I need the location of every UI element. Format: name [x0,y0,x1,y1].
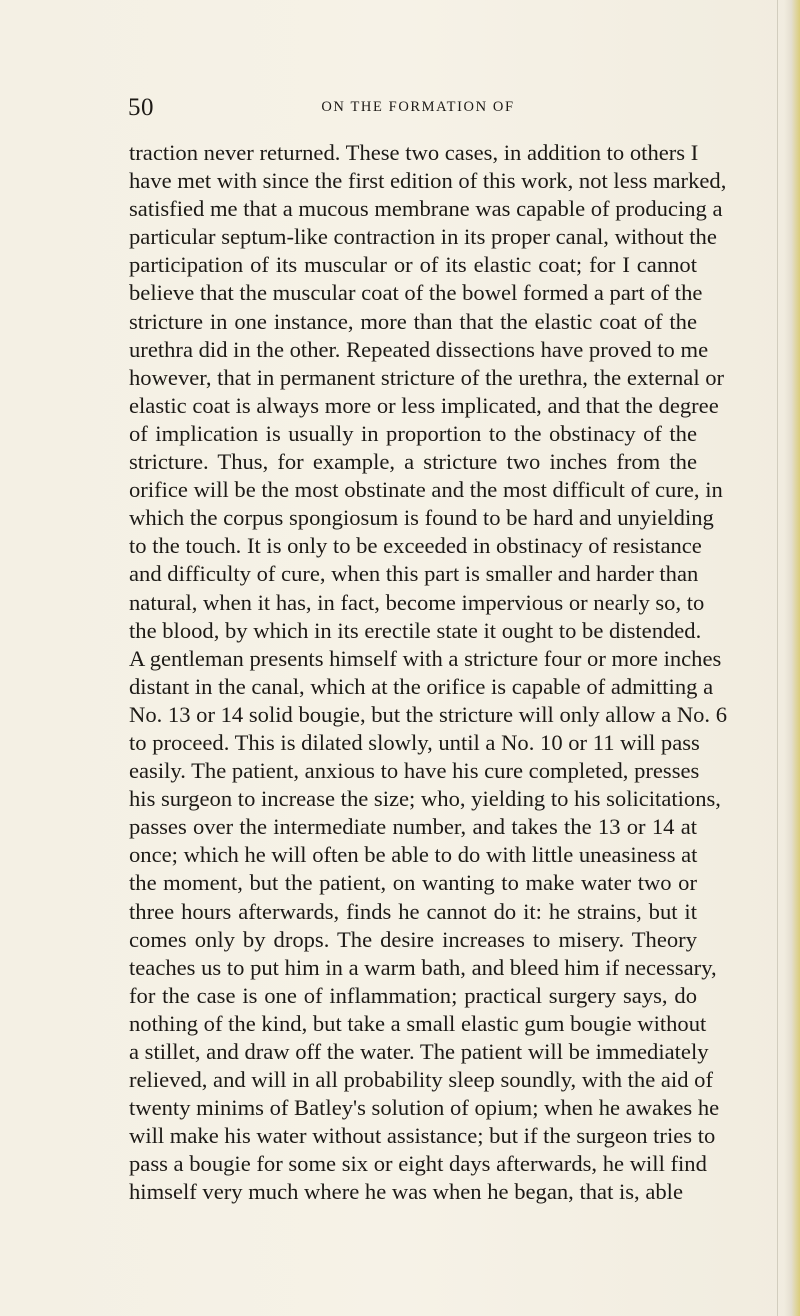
text-line: passes over the intermediate number, and takes the 13 or 14 at [129,814,697,840]
text-line: have met with since the first edition of this work, not less marked, [129,168,727,194]
text-line: for the case is one of inflammation; practical surgery says, do [129,982,697,1008]
text-line: which the corpus spongiosum is found to be hard and unyielding [129,505,714,531]
text-line: comes only by drops. The desire increases to misery. Theory [129,926,697,952]
text-line: to the touch. It is only to be exceeded in obstinacy of resistance [129,533,702,559]
text-line: however, that in permanent stricture of the urethra, the external or [129,364,725,390]
page-edge [784,0,800,1316]
text-line: stricture. Thus, for example, a stricture two inches from the [129,449,697,475]
page-fold-line [777,0,778,1316]
body-text [129,139,728,1207]
text-line: nothing of the kind, but take a small elastic gum bougie without [129,1010,707,1036]
text-line: relieved, and will in all probability sleep soundly, with the aid of [129,1067,713,1093]
text-line: to proceed. This is dilated slowly, until a No. 10 or 11 will pass [129,729,700,755]
text-line: elastic coat is always more or less implicated, and that the degree [129,392,719,418]
text-line: satisfied me that a mucous membrane was capable of producing a [129,196,723,222]
text-line: A gentleman presents himself with a stricture four or more inches [129,645,722,671]
text-line: teaches us to put him in a warm bath, and bleed him if necessary, [129,954,717,980]
text-line: his surgeon to increase the size; who, yielding to his solicitations, [129,786,721,812]
text-line: will make his water without assistance; but if the surgeon tries to [129,1123,716,1149]
text-line: natural, when it has, in fact, become impervious or nearly so, to [129,589,705,615]
running-head: ON THE FORMATION OF [321,99,515,115]
text-line: the moment, but the patient, on wanting to make water two or [129,870,697,896]
text-line: himself very much where he was when he began, that is, able [129,1179,683,1205]
text-line: No. 13 or 14 solid bougie, but the stricture will only allow a No. 6 [129,701,728,727]
text-line: distant in the canal, which at the orifice is capable of admitting a [129,673,714,699]
text-line: and difficulty of cure, when this part is smaller and harder than [129,561,699,587]
page-number: 50 [128,94,154,121]
text-line: stricture in one instance, more than that the elastic coat of the [129,308,697,334]
text-line: believe that the muscular coat of the bowel formed a part of the [129,280,703,306]
text-line: the blood, by which in its erectile state it ought to be distended. [129,617,702,643]
text-line: of implication is usually in proportion to the obstinacy of the [129,420,697,446]
text-line: pass a bougie for some six or eight days afterwards, he will find [129,1151,707,1177]
text-line: orifice will be the most obstinate and the most difficult of cure, in [129,477,723,503]
text-line: participation of its muscular or of its elastic coat; for I cannot [129,252,697,278]
text-line: a stillet, and draw off the water. The patient will be immediately [129,1039,709,1064]
text-line: twenty minims of Batley's solution of opium; when he awakes he [129,1095,720,1121]
text-line: easily. The patient, anxious to have his cure completed, presses [129,758,700,784]
text-line: once; which he will often be able to do with little uneasiness at [129,842,698,868]
text-line: three hours afterwards, finds he cannot do it: he strains, but it [129,898,697,924]
text-line: traction never returned. These two cases, in addition to others I [129,140,699,165]
text-line: urethra did in the other. Repeated dissections have proved to me [129,336,709,362]
page-header [128,94,688,124]
text-line: particular septum-like contraction in its proper canal, without the [129,224,717,250]
